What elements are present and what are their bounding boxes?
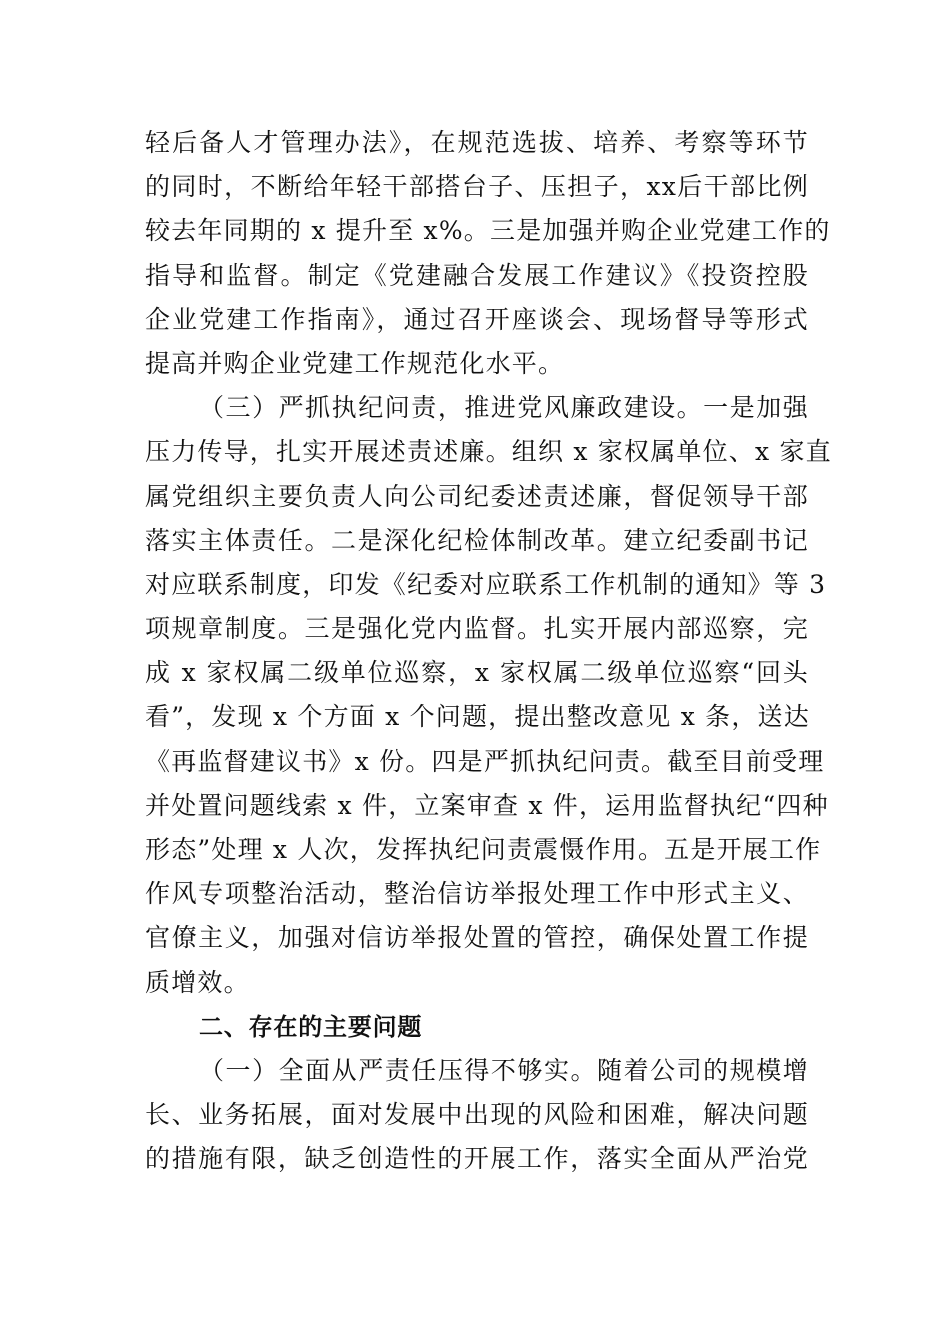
text-line: 落实主体责任。二是深化纪检体制改革。建立纪委副书记 xyxy=(145,525,809,555)
text-line: 较去年同期的 x 提升至 x%。三是加强并购企业党建工作的 xyxy=(145,216,831,246)
paragraph-party-building-guidance xyxy=(145,121,831,386)
text-line: 并处置问题线索 x 件，立案审查 x 件，运用监督执纪“四种 xyxy=(145,790,829,820)
document-page xyxy=(145,121,832,1182)
text-line: 属党组织主要负责人向公司纪委述责述廉，督促领导干部 xyxy=(145,481,809,511)
text-line: 提高并购企业党建工作规范化水平。 xyxy=(145,348,565,378)
text-line: 官僚主义，加强对信访举报处置的管控，确保处置工作提 xyxy=(145,923,809,953)
text-line: 对应联系制度，印发《纪委对应联系工作机制的通知》等 3 xyxy=(145,569,827,599)
text-line: 压力传导，扎实开展述责述廉。组织 x 家权属单位、x 家直 xyxy=(145,437,832,467)
text-line: 作风专项整治活动，整治信访举报处理工作中形式主义、 xyxy=(145,879,809,909)
text-line: 指导和监督。制定《党建融合发展工作建议》《投资控股 xyxy=(145,260,809,290)
text-line: 项规章制度。三是强化党内监督。扎实开展内部巡察，完 xyxy=(145,614,809,644)
text-line: 形态”处理 x 人次，发挥执纪问责震慑作用。五是开展工作 xyxy=(145,835,822,864)
text-line: （一）全面从严责任压得不够实。随着公司的规模增 xyxy=(199,1055,809,1085)
text-line: 成 x 家权属二级单位巡察，x 家权属二级单位巡察“回头 xyxy=(145,658,809,688)
text-line: 《再监督建议书》x 份。四是严抓执纪问责。截至目前受理 xyxy=(145,746,825,776)
text-line: 轻后备人才管理办法》，在规范选拔、培养、考察等环节 xyxy=(145,128,809,157)
text-line: 企业党建工作指南》，通过召开座谈会、现场督导等形式 xyxy=(145,304,809,334)
paragraph-responsibility-issues xyxy=(145,1049,809,1182)
section-heading: 二、存在的主要问题 xyxy=(199,1012,423,1041)
text-line: 长、业务拓展，面对发展中出现的风险和困难，解决问题 xyxy=(145,1100,809,1130)
text-line: 的措施有限，缺乏创造性的开展工作，落实全面从严治党 xyxy=(145,1144,809,1174)
text-line: （三）严抓执纪问责，推进党风廉政建设。一是加强 xyxy=(199,393,809,423)
paragraph-discipline-accountability xyxy=(145,386,832,1005)
text-line: 质增效。 xyxy=(145,967,250,997)
text-line: 看”，发现 x 个方面 x 个问题，提出整改意见 x 条，送达 xyxy=(145,702,810,732)
text-line: 的同时，不断给年轻干部搭台子、压担子，xx后干部比例 xyxy=(145,172,809,202)
